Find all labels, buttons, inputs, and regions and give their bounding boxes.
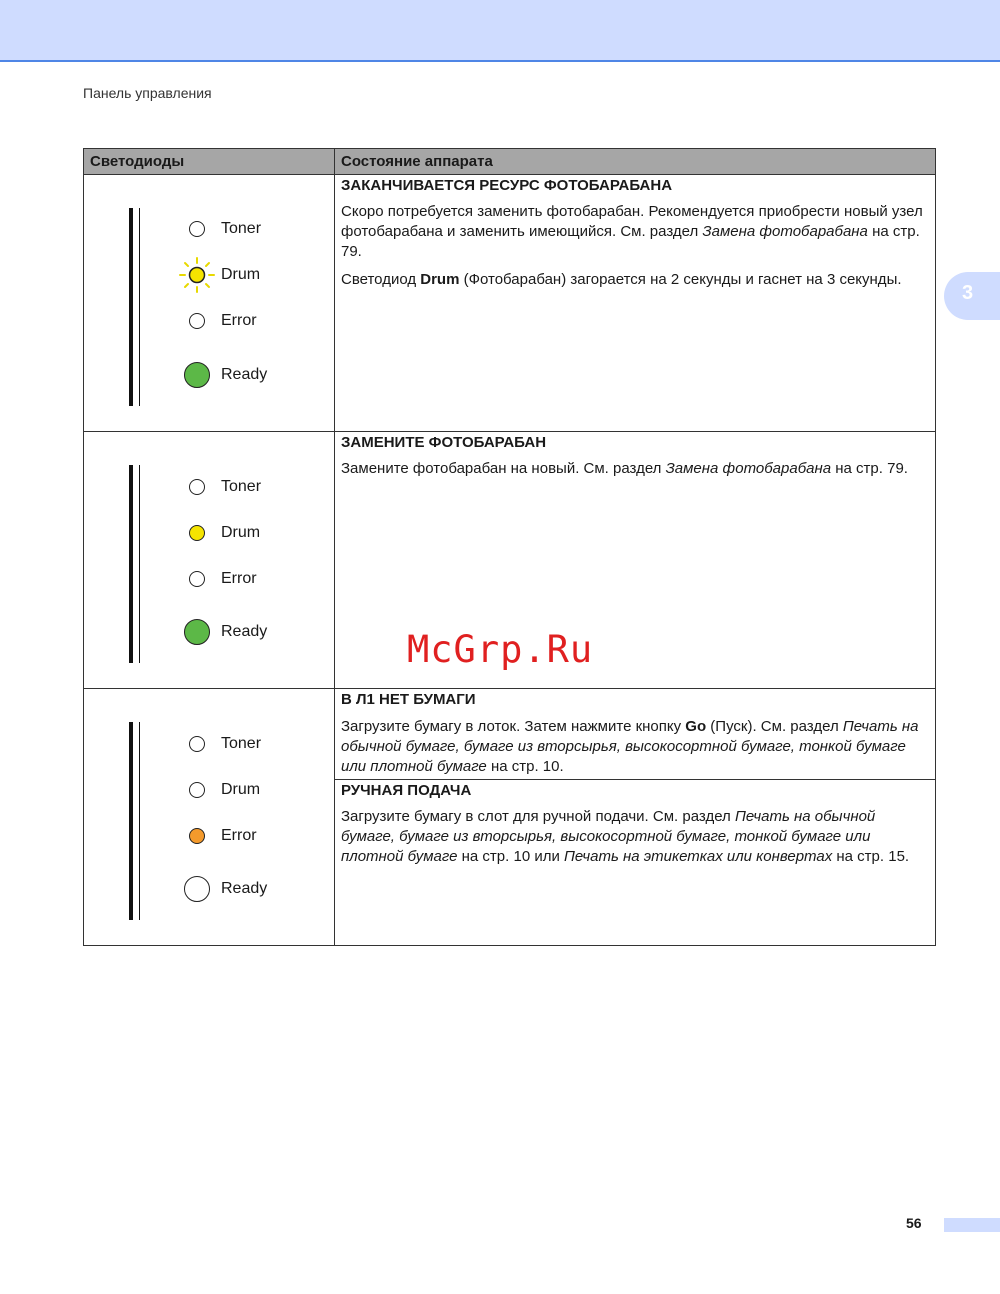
cross-reference-link[interactable]: Печать на обычной бумаге, бумаге из вторсырья, высокосортной бумаге, тонкой бумаге или плотной бумаге: [341, 718, 919, 775]
state-cell: [335, 175, 936, 432]
led-panel-cell: [84, 689, 335, 946]
led-label-drum: Drum: [221, 266, 261, 283]
state-description: Загрузите бумагу в лоток. Затем нажмите кнопку Go (Пуск). См. раздел Печать на обычной бумаге, бумаге из вторсырья, высокосортной бумаге, тонкой бумаге или плотной бумаге на стр. 10.: [341, 718, 919, 775]
ready-led-off-icon: [184, 876, 210, 902]
page-number: 56: [906, 1215, 922, 1231]
drum-led-off-icon: [189, 782, 205, 798]
chapter-tab[interactable]: 3: [944, 272, 1000, 320]
ready-led-green-icon: [184, 362, 210, 388]
panel-bar-thin: [139, 208, 140, 406]
column-header-leds: Светодиоды: [84, 149, 335, 175]
page-number-bar: [944, 1218, 1000, 1232]
header-band: [0, 0, 1000, 62]
led-panel-cell: [84, 432, 335, 689]
panel-bar: [129, 208, 133, 406]
drum-led-blinking-icon: [177, 255, 217, 295]
state-title: В Л1 НЕТ БУМАГИ: [341, 691, 476, 708]
state-description: Загрузите бумагу в слот для ручной подачи. См. раздел Печать на обычной бумаге, бумаге из вторсырья, высокосортной бумаге, тонкой бумаге или плотной бумаге на стр. 10 или Печать на этикетках или конвертах на стр. 15.: [341, 808, 910, 865]
panel-bar: [129, 465, 133, 663]
state-note: Светодиод Drum (Фотобарабан) загорается на 2 секунды и гаснет на 3 секунды.: [341, 271, 902, 288]
led-panel-cell: [84, 175, 335, 432]
state-title: РУЧНАЯ ПОДАЧА: [341, 782, 472, 799]
led-label-toner: Toner: [221, 220, 262, 237]
column-header-state: Состояние аппарата: [335, 149, 936, 175]
section-title: Панель управления: [83, 85, 212, 101]
panel-bar-thin: [139, 465, 140, 663]
state-description: Замените фотобарабан на новый. См. раздел Замена фотобарабана на стр. 79.: [341, 460, 908, 477]
error-led-off-icon: [189, 571, 205, 587]
led-panel: [84, 432, 322, 688]
watermark: McGrp.Ru: [407, 628, 594, 671]
led-label-error: Error: [221, 827, 257, 844]
error-led-orange-icon: [189, 828, 205, 844]
led-panel: [84, 689, 322, 945]
led-label-toner: Toner: [221, 478, 262, 495]
state-title: ЗАКАНЧИВАЕТСЯ РЕСУРС ФОТОБАРАБАНА: [341, 177, 673, 194]
led-label-toner: Toner: [221, 735, 262, 752]
toner-led-off-icon: [189, 221, 205, 237]
state-block: [335, 689, 935, 779]
led-label-ready: Ready: [221, 880, 268, 897]
cross-reference-link[interactable]: Печать на этикетках или конвертах: [564, 848, 833, 865]
drum-led-yellow-icon: [189, 525, 205, 541]
cross-reference-link[interactable]: Печать на обычной бумаге, бумаге из вторсырья, высокосортной бумаге, тонкой бумаге или плотной бумаге: [341, 808, 876, 865]
state-block: [335, 779, 935, 867]
state-cell: [335, 689, 936, 946]
led-label-error: Error: [221, 312, 257, 329]
led-status-table: [83, 148, 936, 946]
table-row: [84, 175, 936, 432]
table-row: [84, 689, 936, 946]
led-label-error: Error: [221, 570, 257, 587]
cross-reference-link[interactable]: Замена фотобарабана: [665, 460, 832, 477]
led-label-drum: Drum: [221, 524, 261, 541]
cross-reference-link[interactable]: Замена фотобарабана: [702, 223, 868, 240]
panel-bar: [129, 722, 133, 920]
ready-led-green-icon: [184, 619, 210, 645]
toner-led-off-icon: [189, 736, 205, 752]
toner-led-off-icon: [189, 479, 205, 495]
error-led-off-icon: [189, 313, 205, 329]
led-label-ready: Ready: [221, 623, 268, 640]
led-panel: [84, 175, 322, 431]
panel-bar-thin: [139, 722, 140, 920]
led-label-drum: Drum: [221, 781, 261, 798]
state-title: ЗАМЕНИТЕ ФОТОБАРАБАН: [341, 434, 547, 451]
state-description: Скоро потребуется заменить фотобарабан. Рекомендуется приобрести новый узел фотобарабана и заменить имеющийся. См. раздел Замена фотобарабана на стр. 79.: [341, 203, 923, 260]
led-label-ready: Ready: [221, 366, 268, 383]
